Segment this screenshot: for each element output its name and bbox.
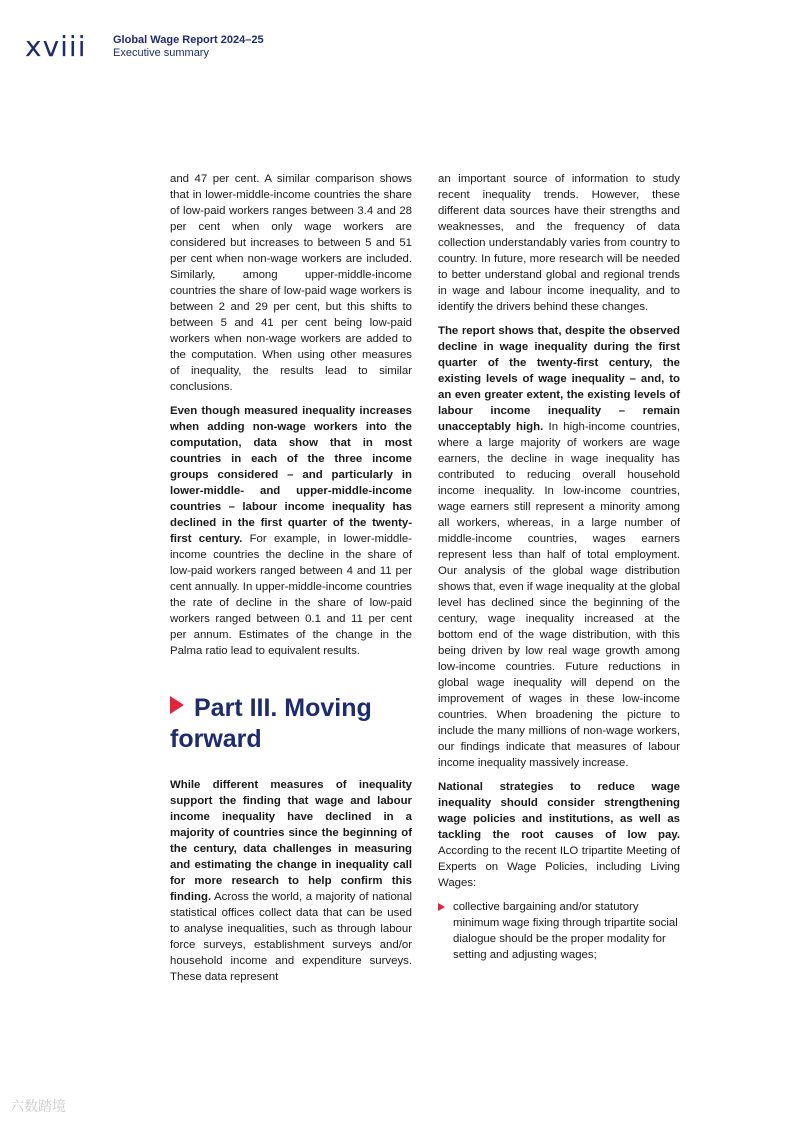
bold-lead: While different measures of inequality support the finding that wage and labour income inequality have declined in a majority of countries since the beginning of the century, data challenges in measuring and estimating the change in inequality call for more research to help confirm this finding.	[170, 779, 412, 903]
page-number: xviii	[25, 30, 87, 63]
paragraph: and 47 per cent. A similar comparison shows that in lower-middle-income countries the share of low-paid workers ranges between 3.4 and 28 per cent when only wage workers are considered but increases to between 5 and 51 per cent when non-wage workers are included. Similarly, among upper-middle-income countries the share of low-paid wage workers is between 2 and 29 per cent, but this shifts to between 5 and 41 per cent being low-paid workers when non-wage workers are added to the computation. When using other measures of inequality, the results lead to similar conclusions.	[170, 173, 412, 393]
watermark: 六数踏境	[10, 1099, 66, 1115]
bold-lead: National strategies to reduce wage inequality should consider strengthening wage policies and institutions, as well as tackling the root causes of low pay.	[438, 781, 680, 841]
list-item	[438, 899, 680, 963]
paragraph-text: In high-income countries, where a large majority of workers are wage earners, the decline in wage inequality has contributed to reducing overall household income inequality. In low-income countries, wage earners still represent a minority among all workers, whereas, in a large number of middle-income countries, wages earners represent less than half of total employment. Our analysis of the global wage distribution shows that, even if wage inequality at the global level has declined since the beginning of the century, wage inequality increased at the bottom end of the wage distribution, with this being driven by low real wage growth among low-income countries. Future reductions in global wage inequality will depend on the improvement of wages in these low-income countries. When broadening the picture to include the many millions of non-wage workers, our findings indicate that measures of labour income inequality massively increase.	[438, 421, 680, 769]
paragraph-text: For example, in lower-middle-income countries the decline in the share of low-paid workers ranged between 4 and 11 per cent annually. In upper-middle-income countries the rate of decline in the share of low-paid workers ranged between 0.1 and 11 per cent per annum. Estimates of the change in the Palma ratio lead to equivalent results.	[170, 533, 412, 657]
section-heading-text: Part III. Moving forward	[170, 694, 372, 753]
list-item-text: collective bargaining and/or statutory minimum wage fixing through tripartite social dialogue should be the proper modality for setting and adjusting wages;	[453, 901, 678, 961]
section-label: Executive summary	[113, 47, 209, 59]
paragraph: an important source of information to study recent inequality trends. However, these different data sources have their strengths and weaknesses, and the frequency of data collection understandably varies from country to country. In future, more research will be needed to better understand global and regional trends in wage and labour income inequality, and to identify the drivers behind these changes.	[438, 173, 680, 313]
paragraph	[438, 779, 680, 891]
right-column	[438, 171, 680, 963]
paragraph	[438, 323, 680, 771]
paragraph	[170, 403, 412, 659]
bold-lead: Even though measured inequality increases when adding non-wage workers into the computation, data show that in most countries in each of the three income groups considered – and particularly in lower-middle- and upper-middle-income countries – labour income inequality has declined in the first quarter of the twenty-first century.	[170, 405, 412, 545]
triangle-bullet-icon	[438, 903, 445, 911]
triangle-marker-icon	[170, 696, 184, 714]
report-title: Global Wage Report 2024–25	[113, 34, 264, 46]
left-column	[170, 171, 412, 993]
paragraph-text: Across the world, a majority of national statistical offices collect data that can be used to analyse inequalities, such as through labour force surveys, establishment surveys and/or household income and expenditure surveys. These data represent	[170, 891, 412, 983]
paragraph	[170, 777, 412, 985]
paragraph-text: According to the recent ILO tripartite Meeting of Experts on Wage Policies, including Living Wages:	[438, 845, 680, 889]
section-heading	[170, 693, 412, 755]
bold-lead: The report shows that, despite the observed decline in wage inequality during the first quarter of the twenty-first century, the existing levels of wage inequality – and, to an even greater extent, the existing levels of labour income inequality – remain unacceptably high.	[438, 325, 680, 433]
bullet-list	[438, 899, 680, 963]
running-header	[113, 34, 264, 60]
